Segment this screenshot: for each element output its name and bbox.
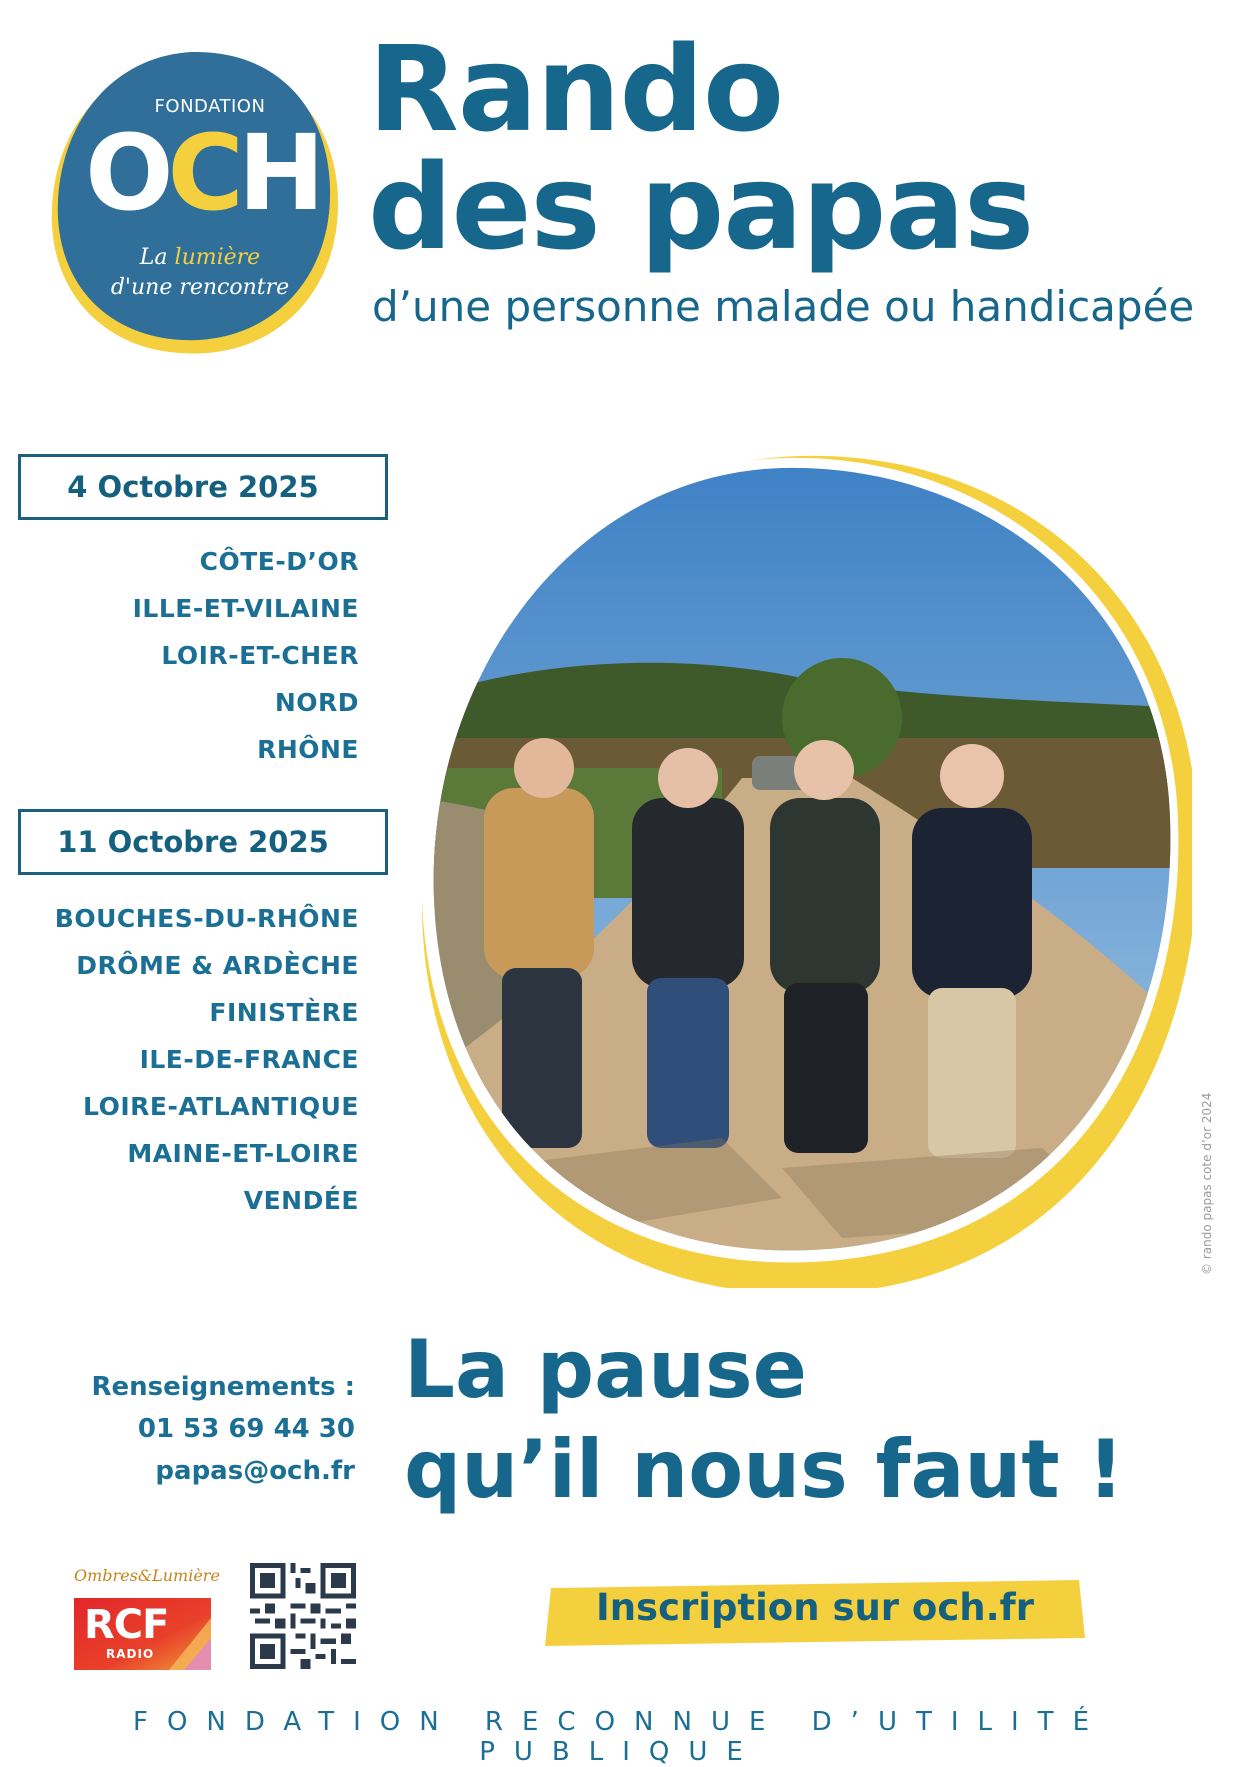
hikers-photo bbox=[422, 438, 1192, 1288]
department-item: NORD bbox=[274, 688, 359, 717]
logo-tagline-line1: La lumière bbox=[139, 245, 261, 270]
event1-date: 4 Octobre 2025 bbox=[67, 470, 319, 504]
contact-block bbox=[91, 1366, 355, 1492]
footer-text: FONDATION RECONNUE D’UTILITÉ PUBLIQUE bbox=[133, 1707, 1108, 1767]
title-line-2: des papas bbox=[368, 138, 1034, 276]
department-item: ILE-DE-FRANCE bbox=[139, 1045, 359, 1074]
event2-department-list bbox=[55, 895, 359, 1224]
department-item: CÔTE-D’OR bbox=[199, 547, 359, 576]
page-title bbox=[368, 20, 1034, 276]
event1-date-box bbox=[18, 454, 388, 520]
logo-fondation-text: FONDATION bbox=[154, 96, 266, 117]
contact-label: Renseignements : bbox=[91, 1372, 355, 1402]
slogan-line-2: qu’il nous faut ! bbox=[404, 1423, 1124, 1516]
department-item: VENDÉE bbox=[243, 1186, 359, 1215]
contact-phone[interactable]: 01 53 69 44 30 bbox=[137, 1414, 355, 1444]
logo-och-text: OCH bbox=[85, 112, 319, 234]
slogan bbox=[404, 1320, 1124, 1520]
department-item: FINISTÈRE bbox=[209, 998, 359, 1027]
rcf-radio-text: RADIO bbox=[106, 1647, 155, 1661]
event1-department-list bbox=[133, 538, 359, 773]
title-line-1: Rando bbox=[368, 20, 784, 158]
slogan-line-1: La pause bbox=[404, 1323, 807, 1416]
photo-credit: © rando papas cote d’or 2024 bbox=[1200, 1092, 1214, 1275]
department-item: ILLE-ET-VILAINE bbox=[132, 594, 359, 623]
rcf-text: RCF bbox=[84, 1602, 169, 1648]
department-item: LOIR-ET-CHER bbox=[161, 641, 359, 670]
qr-code-graphic bbox=[250, 1563, 356, 1669]
department-item: MAINE-ET-LOIRE bbox=[127, 1139, 359, 1168]
event2-date: 11 Octobre 2025 bbox=[57, 825, 329, 859]
qr-code-icon[interactable] bbox=[250, 1563, 356, 1669]
cta-inscription-link[interactable]: Inscription sur och.fr bbox=[595, 1586, 1035, 1629]
department-item: DRÔME & ARDÈCHE bbox=[76, 951, 359, 980]
event2-date-box bbox=[18, 809, 388, 875]
page-subtitle: d’une personne malade ou handicapée bbox=[372, 282, 1195, 331]
ombres-lumiere-logo: Ombres&Lumière bbox=[74, 1566, 220, 1585]
department-item: BOUCHES-DU-RHÔNE bbox=[54, 904, 359, 933]
department-item: LOIRE-ATLANTIQUE bbox=[83, 1092, 359, 1121]
logo-tagline-line2: d'une rencontre bbox=[110, 275, 290, 300]
photo-illustration bbox=[422, 438, 1192, 1288]
department-item: RHÔNE bbox=[257, 735, 359, 764]
contact-email[interactable]: papas@och.fr bbox=[155, 1456, 355, 1486]
